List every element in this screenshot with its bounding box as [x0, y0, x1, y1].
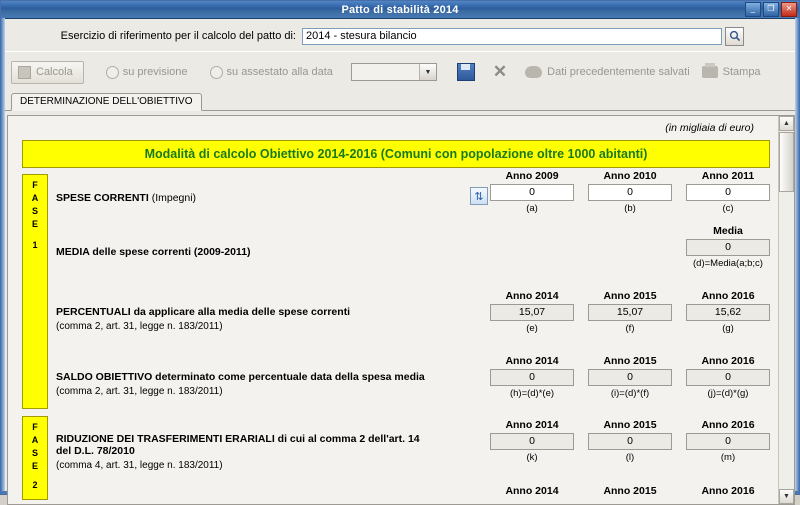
tag-c: (c) [722, 203, 734, 214]
phase-1-strip [22, 174, 48, 409]
saved-data-label: Dati precedentemente salvati [547, 66, 690, 78]
date-combo[interactable] [351, 63, 437, 81]
header-next-anno-2014: Anno 2014 [505, 485, 559, 497]
calcola-button[interactable] [11, 61, 84, 84]
field-perc-2016: 15,62 [686, 304, 770, 321]
row-media-columns [490, 225, 770, 269]
vertical-scrollbar[interactable] [778, 116, 794, 504]
label-saldo-obiettivo-sub: (comma 2, art. 31, legge n. 183/2011) [56, 386, 223, 397]
label-percentuali-sub: (comma 2, art. 31, legge n. 183/2011) [56, 321, 223, 332]
column-perc-2015 [588, 290, 672, 334]
window-left-edge [1, 18, 5, 494]
cloud-icon [525, 66, 542, 78]
field-spese-2009[interactable]: 0 [490, 184, 574, 201]
printer-icon [702, 66, 718, 78]
radio-su-previsione[interactable] [106, 66, 188, 79]
tag-k: (k) [526, 452, 538, 463]
tag-b: (b) [624, 203, 636, 214]
column-perc-2016 [686, 290, 770, 334]
tag-a: (a) [526, 203, 538, 214]
scroll-down-button[interactable]: ▼ [779, 489, 794, 504]
restore-button[interactable]: ❐ [763, 2, 779, 17]
header-anno-2010: Anno 2010 [603, 170, 657, 182]
tag-f: (f) [625, 323, 635, 334]
header-saldo-anno-2016: Anno 2016 [701, 355, 755, 367]
header-rid-anno-2015: Anno 2015 [603, 419, 657, 431]
refresh-button[interactable] [470, 187, 488, 205]
column-anno-2011 [686, 170, 770, 214]
field-perc-2015: 15,07 [588, 304, 672, 321]
label-spese-correnti-title: SPESE CORRENTI [56, 192, 149, 204]
phase1-l2: A [31, 193, 39, 203]
exercise-input[interactable] [302, 28, 722, 45]
column-anno-2010 [588, 170, 672, 214]
column-rid-2014 [490, 419, 574, 463]
row-spese-correnti-columns [490, 170, 770, 214]
tag-h: (h)=(d)*(e) [509, 388, 555, 399]
header-media: Media [713, 225, 743, 237]
tag-g: (g) [722, 323, 734, 334]
header-perc-anno-2016: Anno 2016 [701, 290, 755, 302]
row-saldo-columns [490, 355, 770, 399]
search-button[interactable] [725, 27, 744, 46]
field-rid-2016: 0 [686, 433, 770, 450]
row-riduzione-columns [490, 419, 770, 463]
print-label: Stampa [722, 66, 761, 78]
column-saldo-2016 [686, 355, 770, 399]
field-spese-2010[interactable]: 0 [588, 184, 672, 201]
tab-bar [1, 92, 799, 111]
header-anno-2011: Anno 2011 [701, 170, 755, 182]
minimize-button[interactable]: _ [745, 2, 761, 17]
column-anno-2009 [490, 170, 574, 214]
tag-l: (l) [625, 452, 635, 463]
header-saldo-anno-2014: Anno 2014 [505, 355, 559, 367]
floppy-disk-icon [457, 63, 475, 81]
phase1-l3: S [31, 206, 38, 216]
column-media [686, 225, 770, 269]
radio-icon [106, 66, 119, 79]
label-riduzione-title: RIDUZIONE DEI TRASFERIMENTI ERARIALI di cui al comma 2 dell'art. 14 del D.L. 78/2010 [56, 433, 420, 457]
content-inner [8, 116, 794, 504]
row-next-columns [490, 485, 770, 499]
phase-2-strip [22, 416, 48, 500]
tag-i: (i)=(d)*(f) [610, 388, 650, 399]
phase2-l2: A [31, 435, 39, 445]
header-next-anno-2016: Anno 2016 [701, 485, 755, 497]
row-media-spese [56, 225, 770, 293]
column-rid-2016 [686, 419, 770, 463]
delete-button[interactable] [481, 62, 519, 82]
phase1-num: 1 [32, 240, 38, 250]
header-perc-anno-2014: Anno 2014 [505, 290, 559, 302]
label-media-spese-title: MEDIA delle spese correnti (2009-2011) [56, 246, 251, 258]
column-next-2014 [490, 485, 574, 499]
window-title: Patto di stabilità 2014 [341, 3, 459, 16]
column-perc-2014 [490, 290, 574, 334]
header-rid-anno-2016: Anno 2016 [701, 419, 755, 431]
header-rid-anno-2014: Anno 2014 [505, 419, 559, 431]
radio-su-assestato-label: su assestato alla data [226, 66, 333, 78]
label-saldo-obiettivo-title: SALDO OBIETTIVO determinato come percentuale data della spesa media [56, 371, 425, 383]
field-media: 0 [686, 239, 770, 256]
tag-d: (d)=Media(a;b;c) [693, 258, 763, 269]
tab-determinazione-obiettivo[interactable]: DETERMINAZIONE DELL'OBIETTIVO [11, 93, 202, 111]
column-saldo-2015 [588, 355, 672, 399]
tag-m: (m) [720, 452, 736, 463]
main-toolbar [1, 51, 799, 92]
scroll-up-button[interactable]: ▲ [779, 116, 794, 131]
phase2-l3: S [31, 448, 38, 458]
field-perc-2014: 15,07 [490, 304, 574, 321]
header-saldo-anno-2015: Anno 2015 [603, 355, 657, 367]
phase2-num: 2 [32, 480, 38, 490]
calculation-mode-banner: Modalità di calcolo Obiettivo 2014-2016 (Comuni con popolazione oltre 1000 abitanti) [22, 140, 770, 168]
field-rid-2014: 0 [490, 433, 574, 450]
header-anno-2009: Anno 2009 [505, 170, 559, 182]
close-button[interactable]: ✕ [781, 2, 797, 17]
field-saldo-2015: 0 [588, 369, 672, 386]
window-controls [745, 2, 797, 17]
header-next-anno-2015: Anno 2015 [603, 485, 657, 497]
saved-data-button[interactable] [519, 64, 695, 80]
phase2-l1: F [32, 422, 38, 432]
radio-su-previsione-label: su previsione [122, 66, 188, 78]
tag-e: (e) [526, 323, 538, 334]
field-saldo-2014: 0 [490, 369, 574, 386]
row-saldo-obiettivo [56, 355, 770, 423]
row-next-partial [56, 485, 770, 505]
radio-icon [210, 66, 223, 79]
phase2-l4: E [31, 461, 38, 471]
phase1-l1: F [32, 180, 38, 190]
calcola-label: Calcola [36, 66, 73, 78]
field-saldo-2016: 0 [686, 369, 770, 386]
save-button[interactable] [451, 61, 481, 83]
chevron-down-icon: ▼ [419, 64, 436, 80]
calculator-icon [18, 66, 31, 79]
phase1-l4: E [31, 219, 38, 229]
calculation-rows [56, 170, 770, 505]
toolbar-area [1, 19, 799, 111]
column-rid-2015 [588, 419, 672, 463]
refresh-icon: ⇅ [474, 190, 484, 203]
row-percentuali-columns [490, 290, 770, 334]
exercise-row [1, 19, 799, 51]
exercise-label: Esercizio di riferimento per il calcolo del patto di: [60, 30, 296, 42]
print-button[interactable] [696, 64, 767, 80]
close-x-icon: ✕ [492, 62, 508, 81]
window-right-edge [795, 18, 799, 494]
row-spese-correnti [56, 170, 770, 230]
field-rid-2015: 0 [588, 433, 672, 450]
row-riduzione-trasferimenti [56, 419, 770, 485]
label-riduzione [56, 423, 426, 457]
row-percentuali [56, 290, 770, 358]
radio-su-assestato[interactable] [210, 66, 333, 79]
units-note: (in migliaia di euro) [665, 122, 754, 134]
scrollbar-thumb[interactable] [779, 132, 794, 192]
header-perc-anno-2015: Anno 2015 [603, 290, 657, 302]
tag-j: (j)=(d)*(g) [707, 388, 749, 399]
search-icon [729, 30, 741, 42]
column-saldo-2014 [490, 355, 574, 399]
label-spese-correnti-suffix: (Impegni) [148, 192, 197, 204]
field-spese-2011[interactable]: 0 [686, 184, 770, 201]
label-percentuali-title: PERCENTUALI da applicare alla media delle spese correnti [56, 306, 351, 318]
column-next-2015 [588, 485, 672, 499]
title-bar [1, 1, 799, 19]
content-panel [7, 115, 795, 505]
column-next-2016 [686, 485, 770, 499]
label-riduzione-sub: (comma 4, art. 31, legge n. 183/2011) [56, 460, 223, 471]
